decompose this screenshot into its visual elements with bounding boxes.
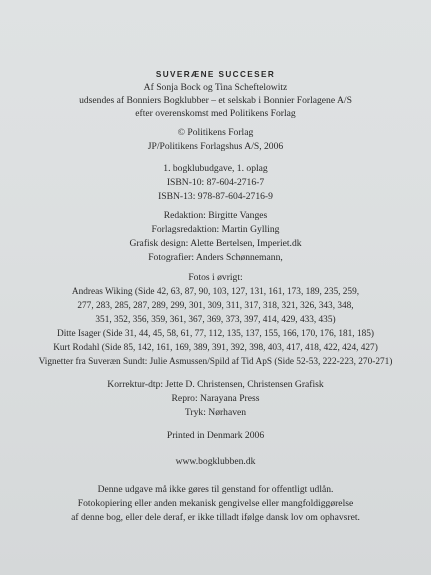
credit-forlagsredaktion: Forlagsredaktion: Martin Gylling [151,224,280,235]
edition: 1. bogklubudgave, 1. oplag [163,163,268,174]
publisher-line-1: udsendes af Bonniers Bogklubber – et selskab i Bonnier Forlagene A/S [79,95,352,106]
book-title: SUVERÆNE SUCCESER [155,70,276,79]
notice-line-2: Fotokopiering eller anden mekanisk gengivelse eller mangfoldiggørelse [77,498,354,509]
publisher-line-2: efter overenskomst med Politikens Forlag [135,108,296,119]
photo-credit-line: Vignetter fra Suveræn Sundt: Julie Asmussen/Spild af Tid ApS (Side 52-53, 222-223, 270-271) [38,357,393,367]
website: www.bogklubben.dk [175,456,256,467]
photos-heading: Fotos i øvrigt: [188,272,243,283]
copyright-line-2: JP/Politikens Forlagshus A/S, 2006 [147,141,284,152]
credit-fotografer: Fotografier: Anders Schønnemann, [148,252,283,263]
production-tryk: Tryk: Nørhaven [184,407,247,418]
notice-line-1: Denne udgave må ikke gøres til genstand for offentligt udlån. [97,484,334,495]
isbn-13: ISBN-13: 978-87-604-2716-9 [158,191,273,202]
isbn-10: ISBN-10: 87-604-2716-7 [166,177,265,188]
notice-line-3: af denne bog, eller dele deraf, er ikke tilladt ifølge dansk lov om ophavsret. [71,512,360,523]
production-repro: Repro: Narayana Press [171,393,260,404]
production-korrektur: Korrektur-dtp: Jette D. Christensen, Christensen Grafisk [107,379,324,390]
photo-credit-line: Ditte Isager (Side 31, 44, 45, 58, 61, 77, 112, 135, 137, 155, 166, 170, 176, 181, 185) [56,329,374,339]
printed-in: Printed in Denmark 2006 [166,430,265,441]
credit-design: Grafisk design: Alette Bertelsen, Imperiet.dk [129,238,302,249]
photo-credit-line: Kurt Rodahl (Side 85, 142, 161, 169, 389, 391, 392, 398, 403, 417, 418, 422, 424, 427) [53,343,378,353]
copyright-line-1: © Politikens Forlag [177,127,254,138]
photo-credit-line: 277, 283, 285, 287, 289, 299, 301, 309, 311, 317, 318, 321, 326, 343, 348, [77,301,354,311]
photo-credit-line: Andreas Wiking (Side 42, 63, 87, 90, 103, 127, 131, 161, 173, 189, 235, 259, [71,287,360,297]
authors: Af Sonja Bock og Tina Scheftelowitz [143,82,288,93]
photo-credit-line: 351, 352, 356, 359, 361, 367, 369, 373, 397, 414, 429, 433, 435) [95,315,336,325]
credit-redaktion: Redaktion: Birgitte Vanges [163,210,268,221]
